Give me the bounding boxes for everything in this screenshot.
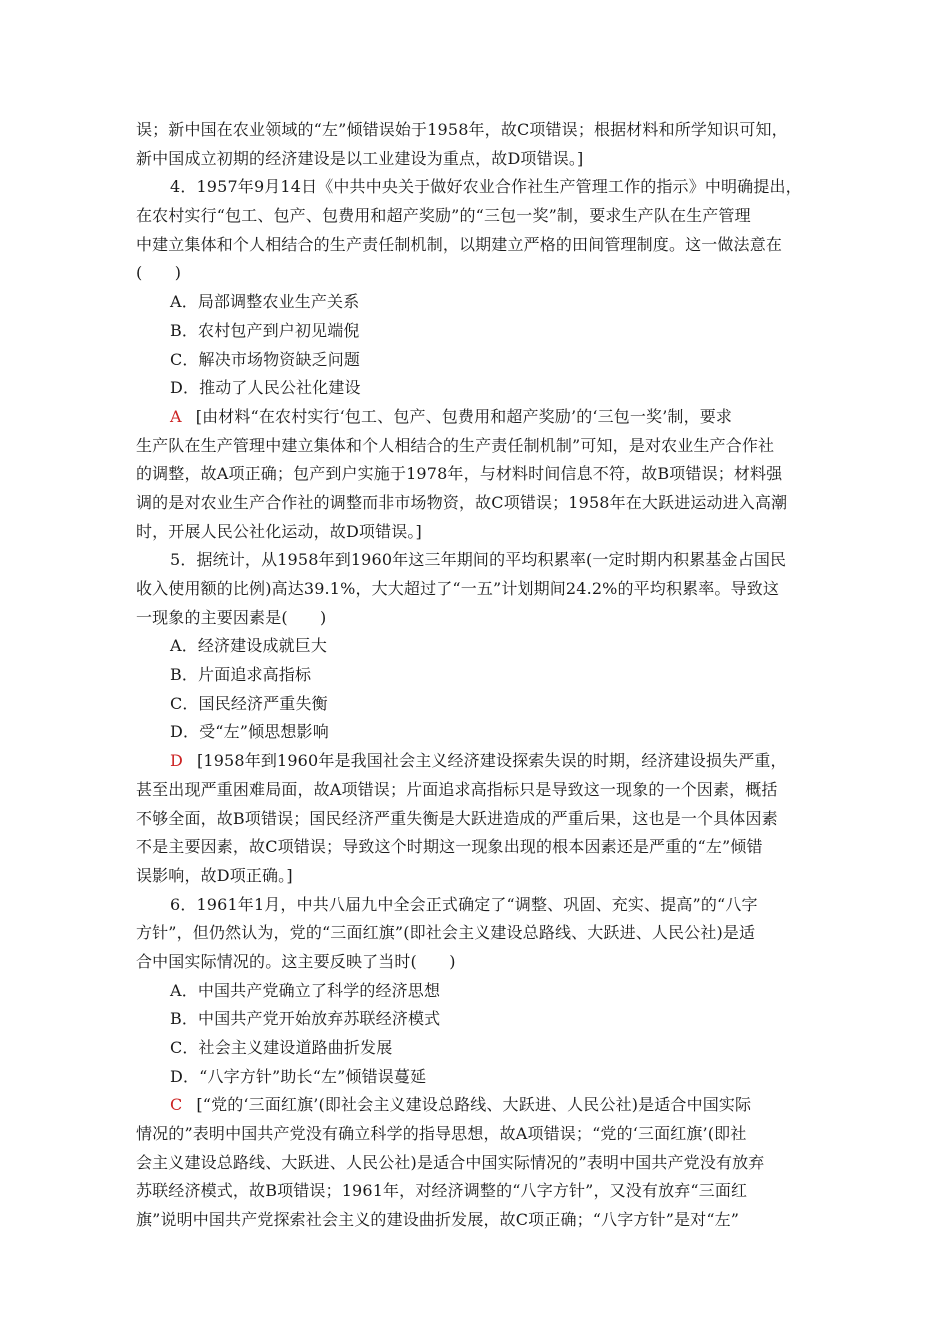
question-4-stem: 在农村实行“包工、包产、包费用和超产奖励”的“三包一奖”制，要求生产队在生产管理: [136, 206, 751, 226]
analysis-text: [1958年到1960年是我国社会主义经济建设探索失误的时期，经济建设损失严重，: [196, 751, 787, 771]
question-6-stem: 合中国实际情况的。这主要反映了当时( ): [136, 951, 456, 971]
analysis-text: 误影响，故D项正确。]: [136, 865, 293, 885]
answer-analysis: [136, 747, 816, 776]
analysis-text: 甚至出现严重困难局面，故A项错误；片面追求高指标只是导致这一现象的一个因素，概括: [136, 779, 778, 799]
question-4-stem: 中建立集体和个人相结合的生产责任制机制，以期建立严格的田间管理制度。这一做法意在: [136, 234, 783, 254]
question-5-stem: 5．据统计，从1958年到1960年这三年期间的平均积累率(一定时期内积累基金占国民: [170, 550, 787, 570]
document-page: [136, 116, 816, 1235]
analysis-text: 会主义建设总路线、大跃进、人民公社)是适合中国实际情况的”表明中国共产党没有放弃: [136, 1152, 765, 1172]
question-5-stem: 一现象的主要因素是( ): [136, 607, 327, 627]
option-c: C．国民经济严重失衡: [170, 693, 328, 713]
analysis-text: 情况的”表明中国共产党没有确立科学的指导思想，故A项错误；“党的‘三面红旗’(即社: [136, 1124, 747, 1144]
answer-analysis: [136, 403, 816, 432]
option-d: D．推动了人民公社化建设: [170, 378, 361, 398]
analysis-text: 时，开展人民公社化运动，故D项错误。]: [136, 521, 422, 541]
analysis-text: 苏联经济模式，故B项错误；1961年，对经济调整的“八字方针”，又没有放弃“三面红: [136, 1181, 748, 1201]
analysis-text: 生产队在生产管理中建立集体和个人相结合的生产责任制机制”可知，是对农业生产合作社: [136, 435, 775, 455]
question-4-stem: ( ): [136, 263, 182, 283]
analysis-text: 不够全面，故B项错误；国民经济严重失衡是大跃进造成的严重后果，这也是一个具体因素: [136, 808, 778, 828]
option-d: D．受“左”倾思想影响: [170, 722, 329, 742]
analysis-text: 旗”说明中国共产党探索社会主义的建设曲折发展，故C项正确；“八字方针”是对“左”: [136, 1210, 740, 1230]
option-b: B．片面追求高指标: [170, 665, 312, 685]
answer-letter: A: [170, 406, 182, 426]
question-6-stem: 方针”，但仍然认为，党的“三面红旗”(即社会主义建设总路线、大跃进、人民公社)是适: [136, 923, 756, 943]
question-4-stem: 4．1957年9月14日《中共中央关于做好农业合作社生产管理工作的指示》中明确提出，: [170, 177, 802, 197]
option-c: C．解决市场物资缺乏问题: [170, 349, 361, 369]
text-line: 新中国成立初期的经济建设是以工业建设为重点，故D项错误。]: [136, 148, 584, 168]
question-5-stem: 收入使用额的比例)高达39.1%，大大超过了“一五”计划期间24.2%的平均积累率。导致这: [136, 579, 780, 598]
analysis-text: 的调整，故A项正确；包产到户实施于1978年，与材料时间信息不符，故B项错误；材料强: [136, 464, 783, 484]
answer-analysis: [136, 1091, 816, 1120]
option-a: A．中国共产党确立了科学的经济思想: [170, 980, 441, 1000]
text-line: 误；新中国在农业领域的“左”倾错误始于1958年，故C项错误；根据材料和所学知识可知，: [136, 120, 788, 139]
option-d: D．“八字方针”助长“左”倾错误蔓延: [170, 1066, 427, 1086]
analysis-text: [由材料“在农村实行‘包工、包产、包费用和超产奖励’的‘三包一奖’制，要求: [195, 406, 733, 426]
option-c: C．社会主义建设道路曲折发展: [170, 1038, 393, 1057]
option-a: A．经济建设成就巨大: [170, 636, 328, 656]
answer-letter: C: [170, 1095, 183, 1115]
analysis-text: [“党的‘三面红旗’(即社会主义建设总路线、大跃进、人民公社)是适合中国实际: [196, 1095, 752, 1115]
analysis-text: 调的是对农业生产合作社的调整而非市场物资，故C项错误；1958年在大跃进运动进入高潮: [136, 492, 788, 512]
question-6-stem: 6．1961年1月，中共八届九中全会正式确定了“调整、巩固、充实、提高”的“八字: [170, 894, 758, 914]
analysis-text: 不是主要因素，故C项错误；导致这个时期这一现象出现的根本因素还是严重的“左”倾错: [136, 837, 763, 857]
answer-letter: D: [170, 751, 183, 771]
option-b: B．中国共产党开始放弃苏联经济模式: [170, 1009, 441, 1029]
option-a: A．局部调整农业生产关系: [170, 292, 360, 312]
option-b: B．农村包产到户初见端倪: [170, 320, 360, 340]
